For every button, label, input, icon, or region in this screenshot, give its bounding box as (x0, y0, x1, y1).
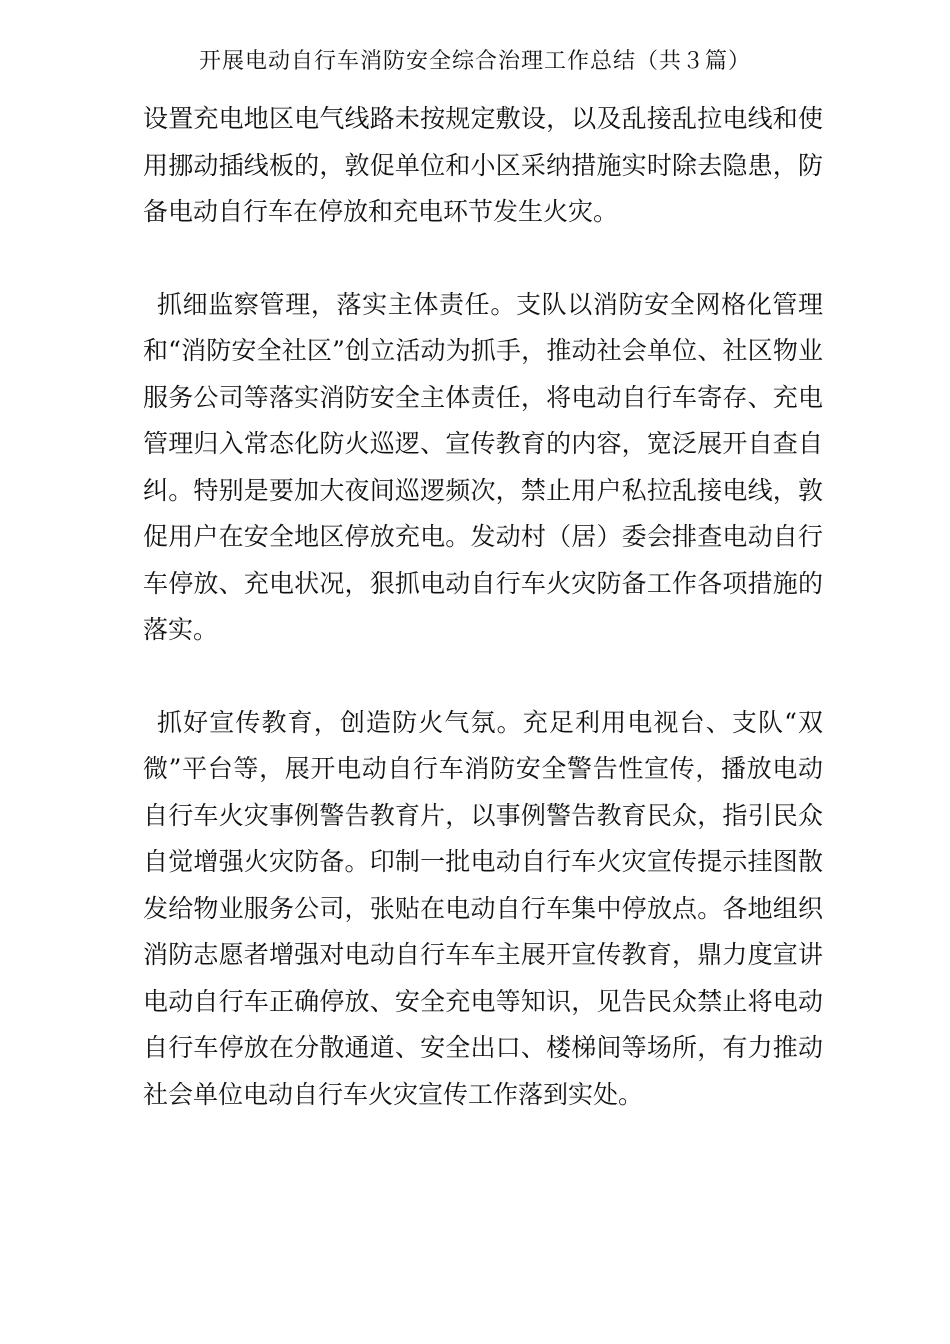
paragraph-1: 设置充电地区电气线路未按规定敷设，以及乱接乱拉电线和使用挪动插线板的，敦促单位和小区采纳措施实时除去隐患，防备电动自行车在停放和充电环节发生火灾。 (143, 104, 823, 226)
document-title: 开展电动自行车消防安全综合治理工作总结（共３篇） (198, 49, 751, 74)
paragraph-3: 抓好宣传教育，创造防火气氛。充足利用电视台、支队“双微”平台等，展开电动自行车消防安全警告性宣传，播放电动自行车火灾事例警告教育片，以事例警告教育民众，指引民众自觉增强火灾防备。印制一批电动自行车火灾宣传提示挂图散发给物业服务公司，张贴在电动自行车集中停放点。各地组织消防志愿者增强对电动自行车车主展开宣传教育，鼎力度宣讲电动自行车正确停放、安全充电等知识，见告民众禁止将电动自行车停放在分散通道、安全出口、楼梯间等场所，有力推动社会单位电动自行车火灾宣传工作落到实处。 (143, 707, 823, 1109)
paragraph-2: 抓细监察管理，落实主体责任。支队以消防安全网格化管理和“消防安全社区”创立活动为抓手，推动社会单位、社区物业服务公司等落实消防安全主体责任，将电动自行车寄存、充电管理归入常态化防火巡逻、宣传教育的内容，宽泛展开自查自纠。特别是要加大夜间巡逻频次，禁止用户私拉乱接电线，敦促用户在安全地区停放充电。发动村（居）委会排查电动自行车停放、充电状况，狠抓电动自行车火灾防备工作各项措施的落实。 (143, 289, 823, 644)
paragraph-spacer (143, 654, 823, 700)
document-body (143, 96, 823, 1118)
paragraph-spacer (143, 236, 823, 282)
